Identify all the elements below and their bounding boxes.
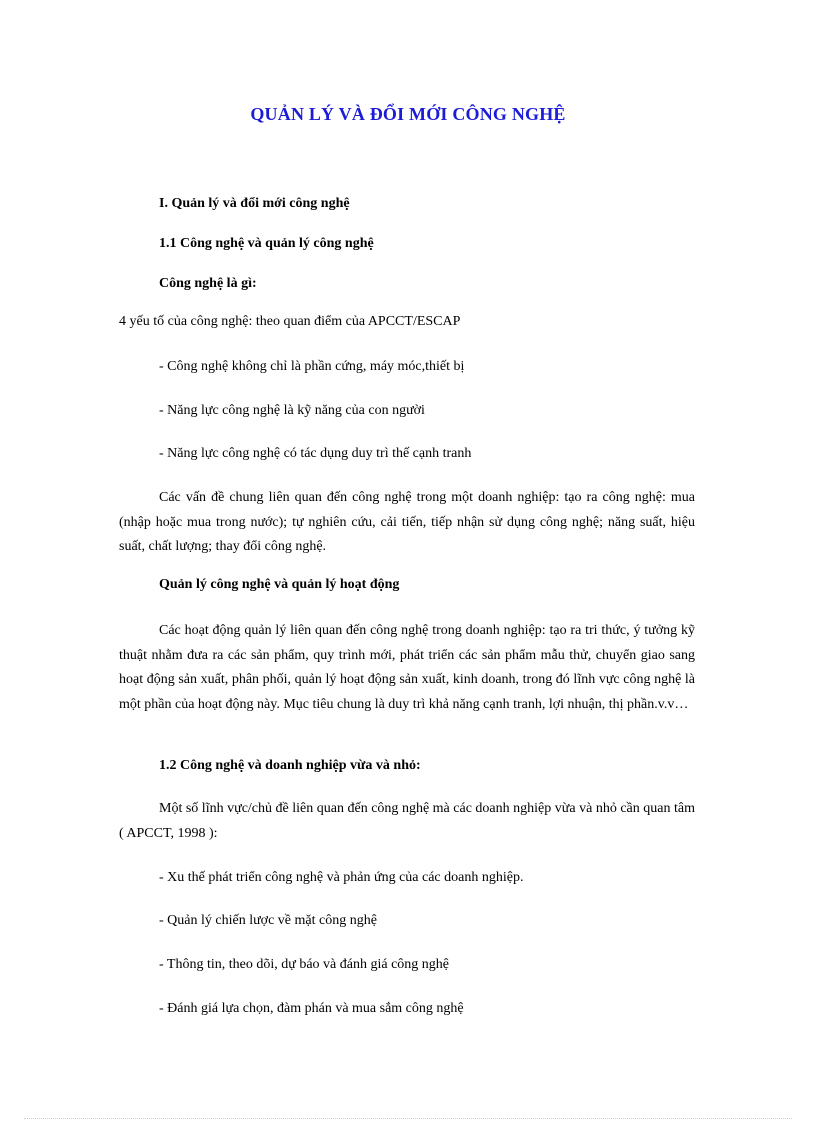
bullet-item: - Năng lực công nghệ có tác dụng duy trì thế cạnh tranh bbox=[159, 446, 472, 461]
body-paragraph: Các hoạt động quản lý liên quan đến công nghệ trong doanh nghiệp: tạo ra tri thức, ý tưởng kỹ thuật nhằm đưa ra các sản phẩm, quy trình mới, phát triển các sản phẩm mẫu thử, chuyển giao sang hoạt động sản xuất, phân phối, quản lý hoạt động sản xuất, kinh doanh, trong đó lĩnh vực công nghệ là một phần của hoạt động này. Mục tiêu chung là duy trì khả năng cạnh tranh, lợi nhuận, thị phần.v.v… bbox=[119, 623, 695, 712]
subsection-heading: 1.2 Công nghệ và doanh nghiệp vừa và nhỏ: bbox=[159, 758, 421, 773]
bullet-item: - Thông tin, theo dõi, dự báo và đánh giá công nghệ bbox=[159, 957, 449, 972]
document-title: QUẢN LÝ VÀ ĐỔI MỚI CÔNG NGHỆ bbox=[250, 104, 566, 124]
body-paragraph: Một số lĩnh vực/chủ đề liên quan đến công nghệ mà các doanh nghiệp vừa và nhỏ cần quan tâm ( APCCT, 1998 ): bbox=[119, 801, 695, 841]
page-bottom-divider bbox=[24, 1118, 792, 1119]
bullet-item: - Công nghệ không chỉ là phần cứng, máy móc,thiết bị bbox=[159, 359, 465, 374]
bullet-item: - Xu thế phát triển công nghệ và phản ứng của các doanh nghiệp. bbox=[159, 870, 524, 885]
subsection-heading: 1.1 Công nghệ và quản lý công nghệ bbox=[159, 236, 374, 251]
section-heading: I. Quản lý và đổi mới công nghệ bbox=[159, 196, 350, 211]
bullet-item: - Quản lý chiến lược về mặt công nghệ bbox=[159, 913, 377, 928]
body-paragraph: Các vấn đề chung liên quan đến công nghệ trong một doanh nghiệp: tạo ra công nghệ: mua (nhập hoặc mua trong nước); tự nghiên cứu, cải tiến, tiếp nhận sử dụng công nghệ; năng suất, hiệu suất, chất lượng; thay đổi công nghệ. bbox=[119, 490, 695, 554]
four-factors-line: 4 yếu tố của công nghệ: theo quan điểm của APCCT/ESCAP bbox=[119, 314, 461, 329]
section-heading: Quản lý công nghệ và quản lý hoạt động bbox=[159, 577, 400, 592]
bullet-item: - Năng lực công nghệ là kỹ năng của con người bbox=[159, 403, 425, 418]
question-heading: Công nghệ là gì: bbox=[159, 276, 257, 291]
bullet-item: - Đánh giá lựa chọn, đàm phán và mua sắm công nghệ bbox=[159, 1001, 464, 1016]
